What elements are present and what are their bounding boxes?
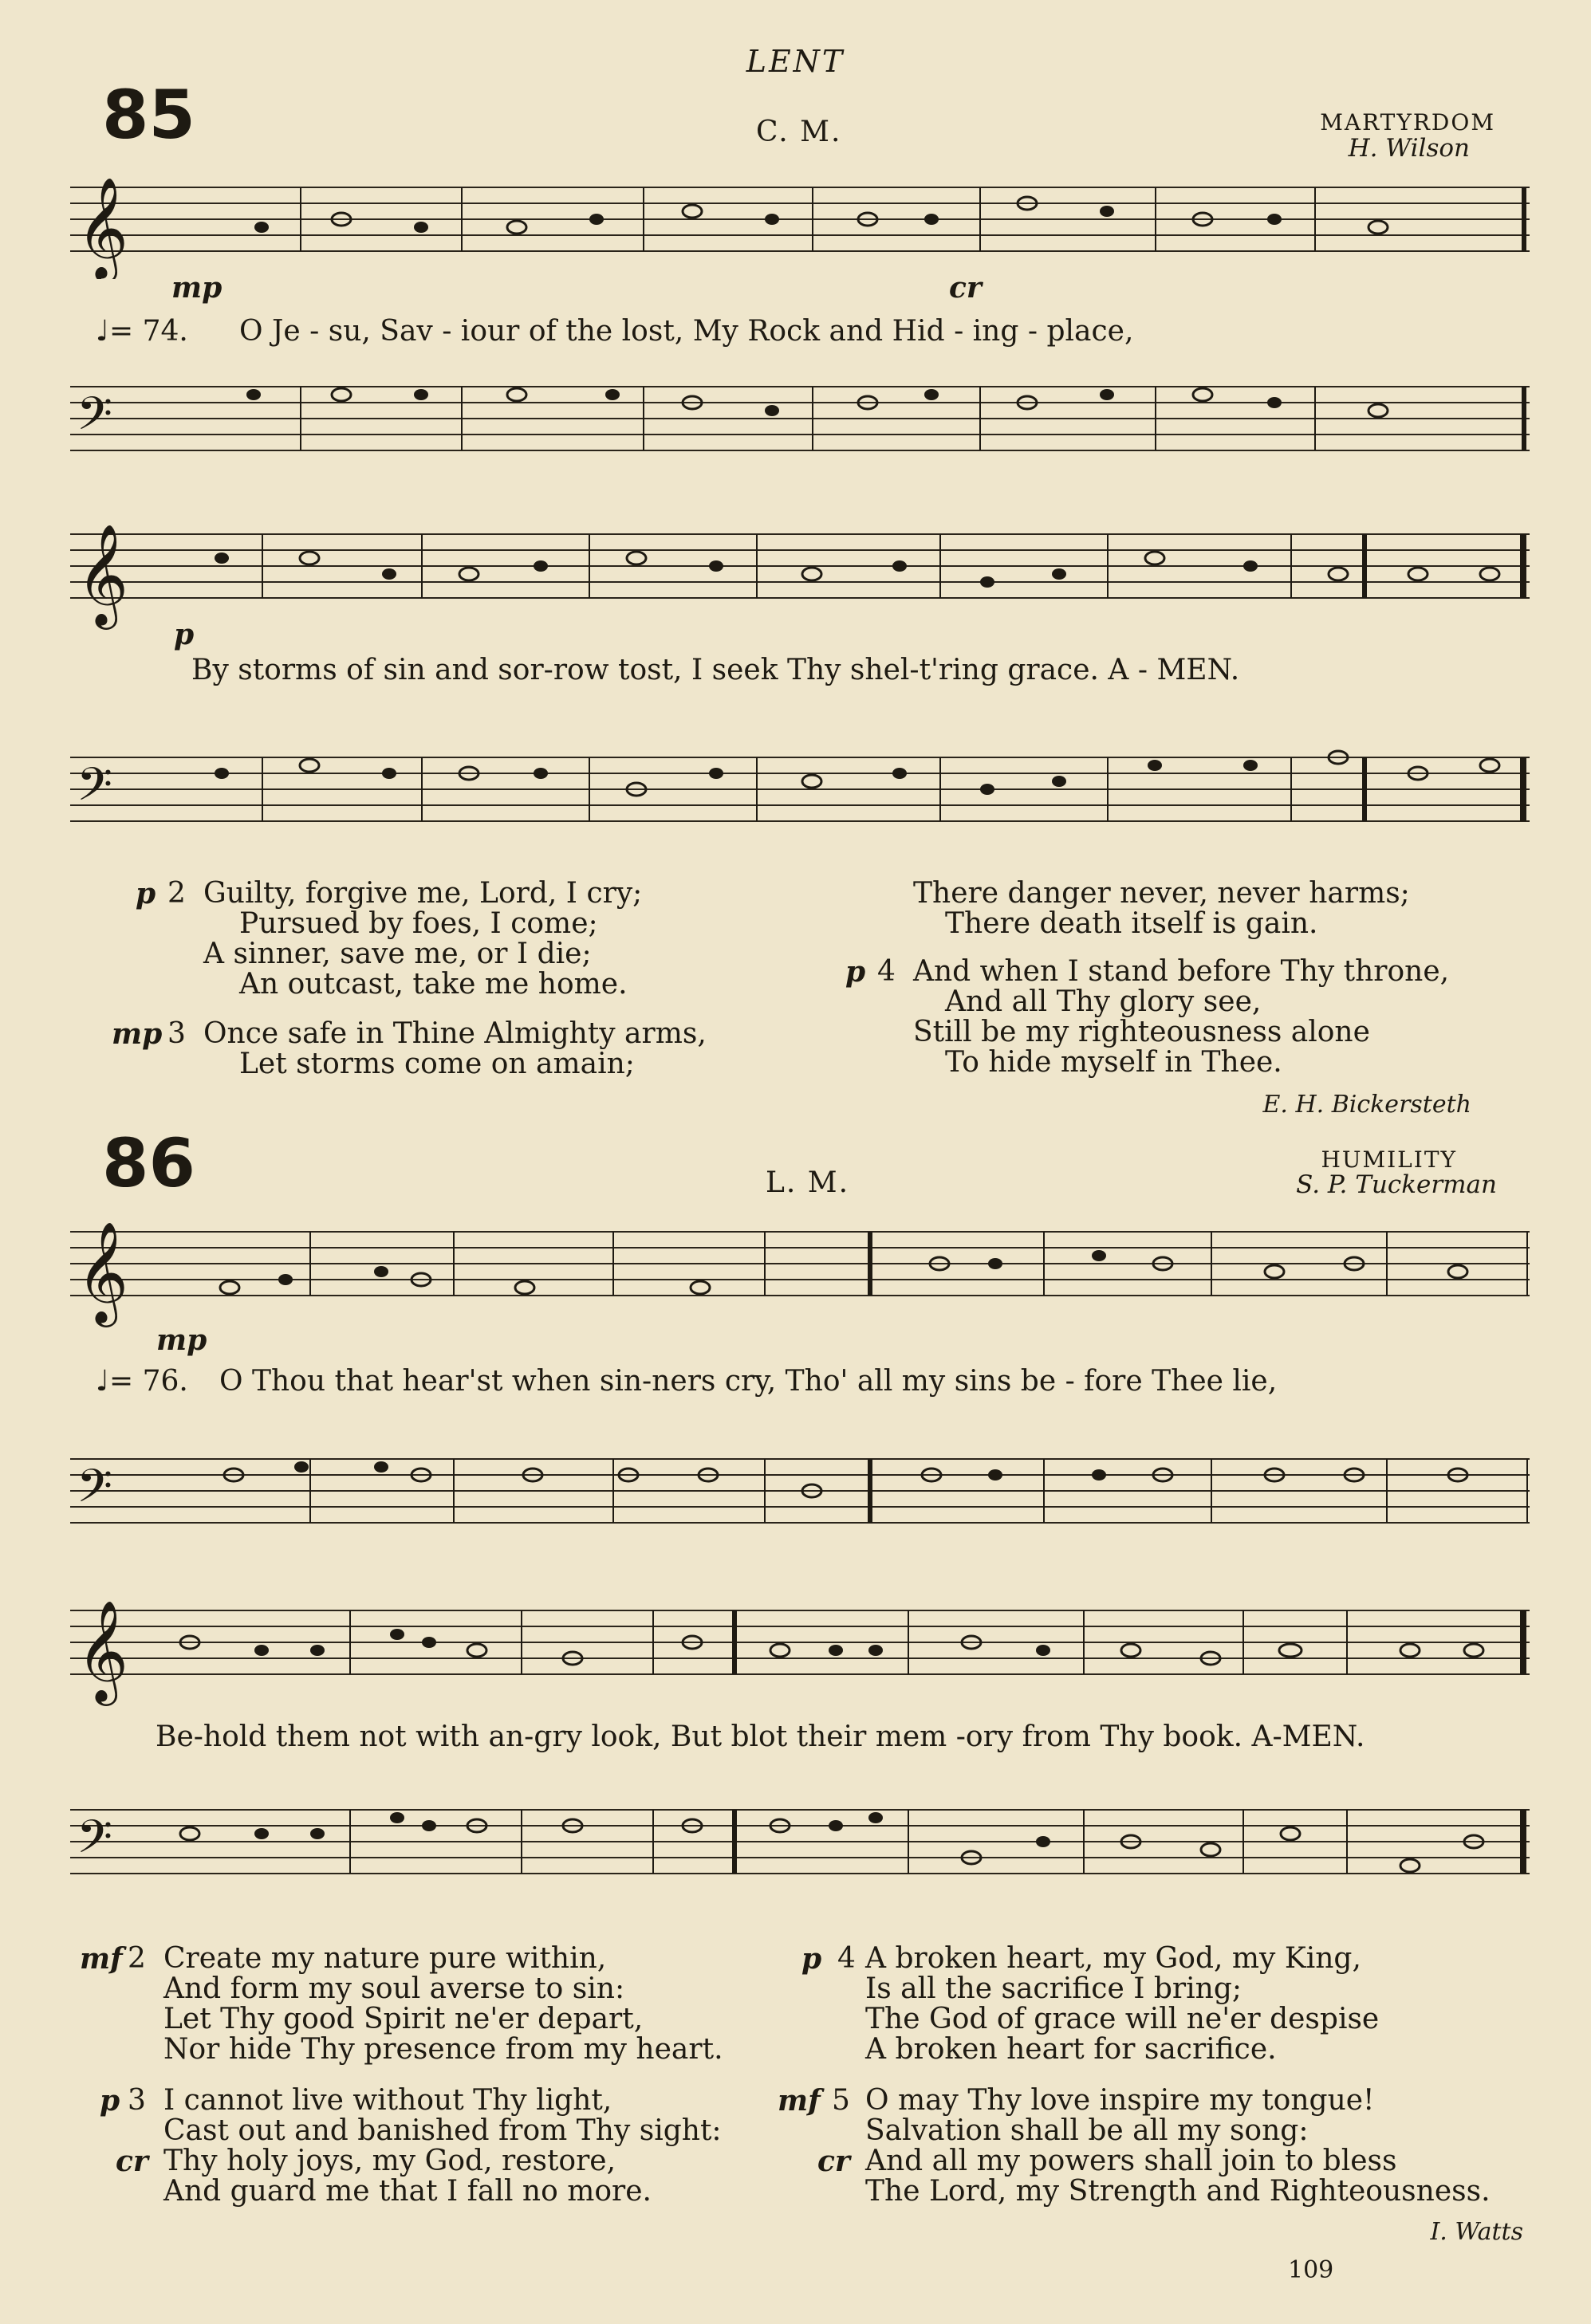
stanza-line: A sinner, save me, or I die; xyxy=(203,938,592,970)
stanza-number: 3 xyxy=(128,2084,146,2117)
hymn-meter: L. M. xyxy=(766,1166,850,1199)
stanza-cresc: cr xyxy=(116,2145,148,2178)
stanza-cresc: cr xyxy=(817,2145,850,2178)
staff-treble-clef-icon xyxy=(70,171,1530,279)
stanza-number: 4 xyxy=(837,1942,856,1975)
stanza xyxy=(80,1944,813,2068)
tune-name: MARTYRDOM xyxy=(1320,109,1495,136)
stanza-line: And when I stand before Thy throne, xyxy=(913,955,1450,988)
dynamic-marking: mp xyxy=(156,1323,207,1357)
stanza-block xyxy=(833,879,1535,1081)
music-system xyxy=(70,1595,1530,1706)
stanza xyxy=(778,2086,1535,2210)
stanza-line: Let Thy good Spirit ne'er depart, xyxy=(163,2003,644,2035)
stanza-number: 2 xyxy=(128,1942,146,1975)
lyric-line: Be-hold them not with an-gry look, But blot their mem -ory from Thy book. A-MEN. xyxy=(156,1720,1365,1753)
svg-text:𝄢: 𝄢 xyxy=(77,757,113,823)
stanza-continued xyxy=(833,879,1535,939)
stanza-line: A broken heart, my God, my King, xyxy=(865,1942,1361,1975)
staff-bass-clef-icon xyxy=(70,1443,1530,1555)
stanza xyxy=(778,1944,1535,2068)
stanza-line: And form my soul averse to sin: xyxy=(163,1972,625,2005)
stanza-line: There death itself is gain. xyxy=(945,907,1318,940)
stanza-dynamic: mf xyxy=(778,2084,821,2118)
svg-text:𝄢: 𝄢 xyxy=(77,1459,113,1524)
staff-bass-clef-icon xyxy=(70,741,1530,853)
stanza-dynamic: mp xyxy=(112,1017,163,1051)
stanza-line: Create my nature pure within, xyxy=(163,1942,607,1975)
stanza-line: The God of grace will ne'er despise xyxy=(865,2003,1380,2035)
stanza xyxy=(88,1019,805,1083)
stanza-dynamic: p xyxy=(801,1942,822,1976)
lyric-line: O Je - su, Sav - iour of the lost, My Rock and Hid - ing - place, xyxy=(239,315,1134,348)
svg-text:𝄢: 𝄢 xyxy=(77,1810,113,1875)
stanza-dynamic: mf xyxy=(80,1942,123,1976)
hymn-meter: C. M. xyxy=(756,116,842,148)
stanza-line: The Lord, my Strength and Righteousness. xyxy=(865,2175,1491,2208)
tempo-marking: ♩= 76. xyxy=(96,1365,188,1398)
stanza-line: Let storms come on amain; xyxy=(239,1048,635,1080)
stanza-number: 3 xyxy=(167,1017,186,1050)
tune-name: HUMILITY xyxy=(1321,1146,1457,1173)
music-system xyxy=(70,518,1530,630)
stanza-line: Is all the sacrifice I bring; xyxy=(865,1972,1242,2005)
stanza-dynamic: p xyxy=(845,955,866,989)
page-number: 109 xyxy=(1288,2256,1334,2284)
hymn-number: 86 xyxy=(102,1124,195,1202)
staff-bass-clef-icon xyxy=(70,1794,1530,1913)
stanza-block xyxy=(80,1944,813,2210)
music-system xyxy=(70,1216,1530,1327)
author-attribution: E. H. Bickersteth xyxy=(1262,1091,1471,1119)
stanza-line: Still be my righteousness alone xyxy=(913,1016,1370,1048)
staff-bass-clef-icon xyxy=(70,371,1530,482)
staff-treble-clef-icon xyxy=(70,518,1530,630)
stanza-line: And all my powers shall join to bless xyxy=(865,2145,1397,2177)
tempo-marking: ♩= 74. xyxy=(96,315,188,348)
stanza-line: To hide myself in Thee. xyxy=(945,1046,1282,1079)
composer: S. P. Tuckerman xyxy=(1296,1170,1497,1199)
stanza-line: I cannot live without Thy light, xyxy=(163,2084,612,2117)
staff-treble-clef-icon xyxy=(70,1595,1530,1706)
svg-text:𝄞: 𝄞 xyxy=(77,176,129,278)
stanza-line: An outcast, take me home. xyxy=(239,968,628,1001)
stanza-number: 5 xyxy=(832,2084,850,2117)
cresc-marking: cr xyxy=(949,271,982,305)
stanza-line: There danger never, never harms; xyxy=(913,877,1410,910)
author-attribution: I. Watts xyxy=(1430,2218,1523,2246)
music-system xyxy=(70,171,1530,279)
dynamic-marking: p xyxy=(174,618,195,651)
stanza xyxy=(88,879,805,1003)
stanza-line: Nor hide Thy presence from my heart. xyxy=(163,2033,723,2066)
staff-treble-clef-icon xyxy=(70,1216,1530,1327)
svg-text:𝄢: 𝄢 xyxy=(77,387,113,452)
stanza-block xyxy=(88,879,805,1083)
stanza-line: Once safe in Thine Almighty arms, xyxy=(203,1017,707,1050)
music-system xyxy=(70,741,1530,853)
stanza xyxy=(833,957,1535,1081)
stanza-number: 2 xyxy=(167,877,186,910)
stanza-number: 4 xyxy=(877,955,896,988)
composer: H. Wilson xyxy=(1348,134,1470,163)
svg-text:𝄞: 𝄞 xyxy=(77,1599,129,1701)
svg-text:𝄞: 𝄞 xyxy=(77,1221,129,1323)
stanza-line: Guilty, forgive me, Lord, I cry; xyxy=(203,877,643,910)
hymn-number: 85 xyxy=(102,76,195,154)
svg-text:𝄞: 𝄞 xyxy=(77,523,129,625)
music-system xyxy=(70,1794,1530,1913)
stanza xyxy=(80,2086,813,2210)
lyric-line: O Thou that hear'st when sin-ners cry, Tho' all my sins be - fore Thee lie, xyxy=(219,1365,1278,1398)
stanza-line: And guard me that I fall no more. xyxy=(163,2175,652,2208)
dynamic-marking: mp xyxy=(171,271,223,305)
music-system xyxy=(70,1443,1530,1555)
stanza-line: And all Thy glory see, xyxy=(945,985,1262,1018)
stanza-line: Cast out and banished from Thy sight: xyxy=(163,2114,722,2147)
stanza-line: Thy holy joys, my God, restore, xyxy=(163,2145,616,2177)
stanza-line: Salvation shall be all my song: xyxy=(865,2114,1309,2147)
stanza-dynamic: p xyxy=(100,2084,120,2118)
lyric-line: By storms of sin and sor-row tost, I seek Thy shel-t'ring grace. A - MEN. xyxy=(191,654,1240,686)
stanza-block xyxy=(778,1944,1535,2210)
section-header: LENT xyxy=(746,44,845,79)
stanza-line: Pursued by foes, I come; xyxy=(239,907,598,940)
stanza-dynamic: p xyxy=(136,877,156,910)
stanza-line: O may Thy love inspire my tongue! xyxy=(865,2084,1375,2117)
music-system xyxy=(70,371,1530,482)
stanza-line: A broken heart for sacrifice. xyxy=(865,2033,1277,2066)
